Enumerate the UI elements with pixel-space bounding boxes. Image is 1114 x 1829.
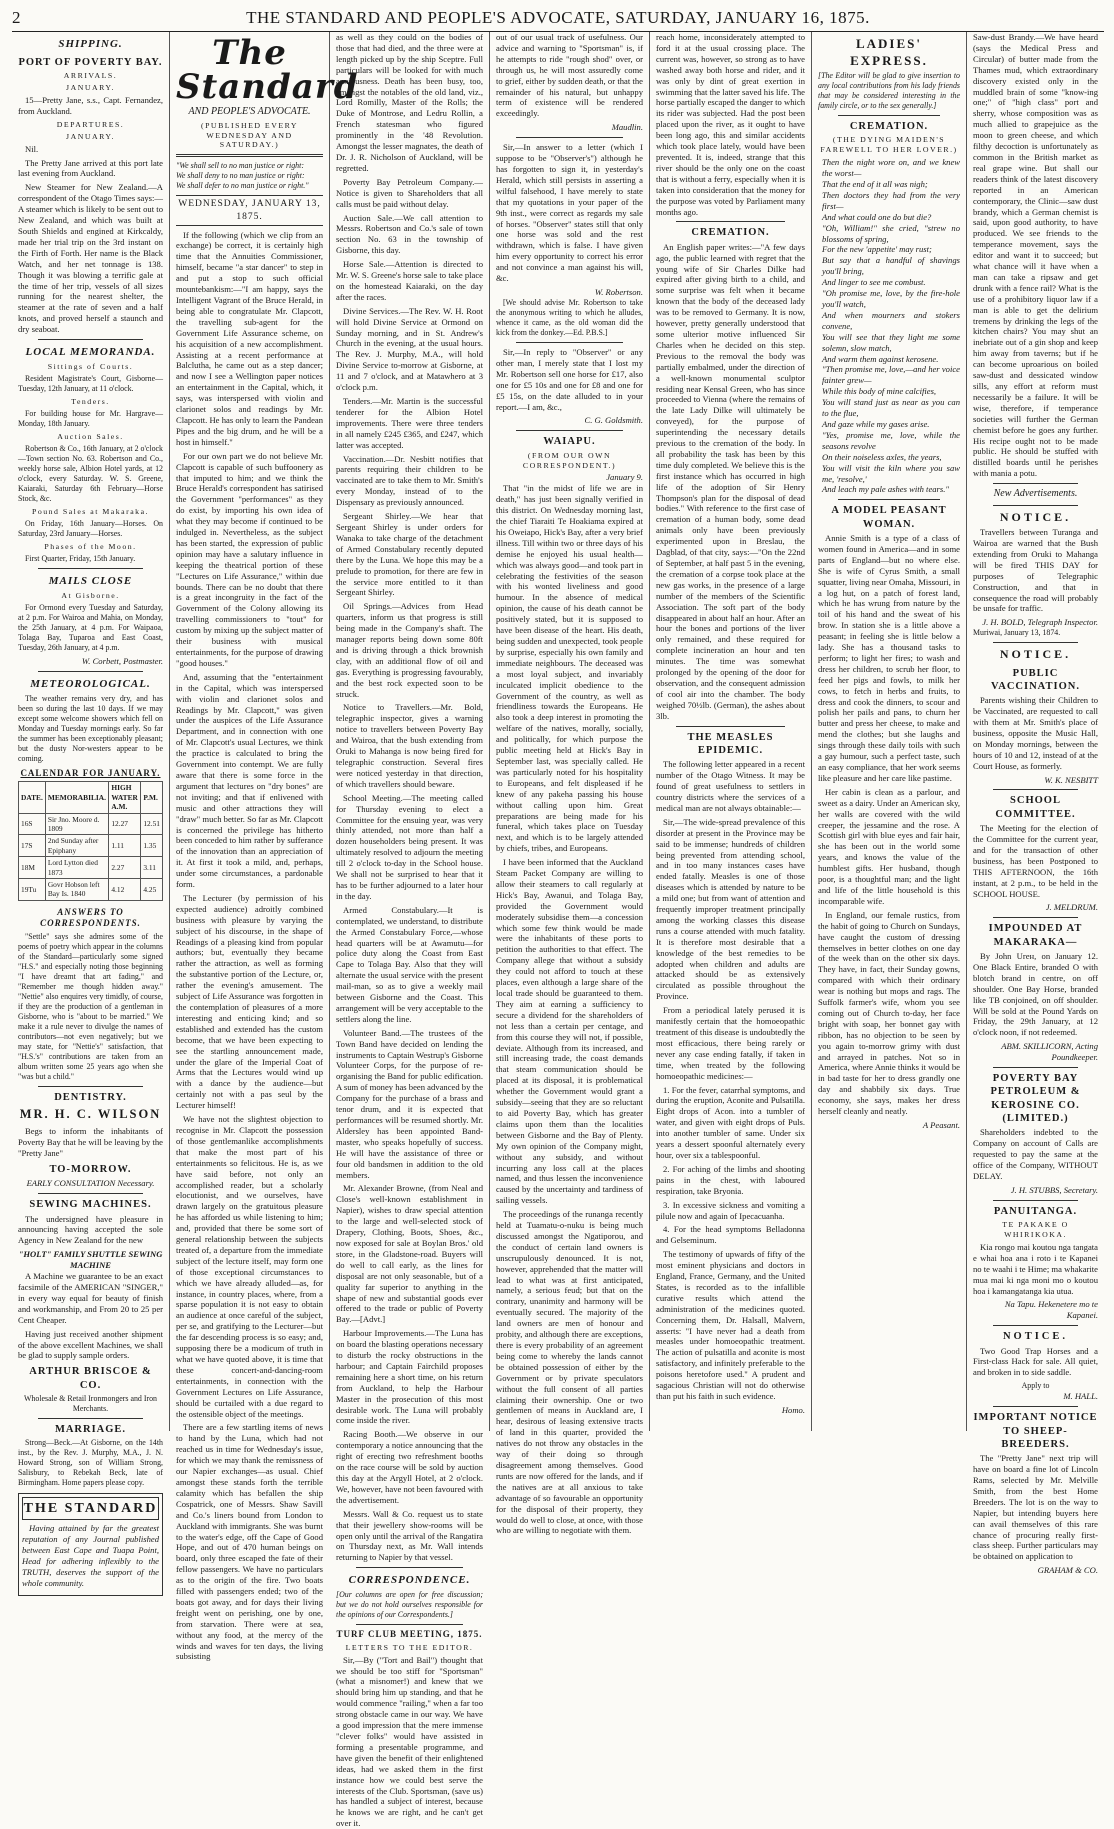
motto-line-2: We shall deny to no man justice or right: [176, 171, 305, 181]
mails-text: For Ormond every Tuesday and Saturday, at 2 p.m. For Wairoa and Mahia, on Monday, the 25th January, at 4 p.m. For Waipaoa, Tolaga Bay, Tuparoa and East Coast, Tuesday, 26th January, at 4 p.m. [18, 602, 163, 652]
mails-heading: MAILS CLOSE [48, 574, 133, 587]
poem-line: You will visit the kiln where you saw me, 'resolve,' [822, 462, 960, 484]
turf-club-heading: TURF CLUB MEETING, 1875. [336, 1629, 483, 1640]
waiapu-text: I have been informed that the Auckland Steam Packet Company are willing to allow their steamers to call regularly at Hick's Bay, Awanui, and Tolaga Bay, provided the Government would moderately subsidise them—a concession which some few think would be made were the inhabitants of these ports to petition the authorities to that effect. The Company allege that without a subsidy they could not afford to touch at these places, even although a large share of the local trade should be guaranteed to them. They aim at earning a sufficiency to secure a dividend for the shareholders of not less than a certain per centage, and from this course they will not, if possible, deviate. Although from its increased, and still increasing trade, the coast demands that steam communication should be placed at its disposal, it is problematical whether the Government would grant a subsidy—seeing that they are so reluctant to aid Poverty Bay, which has greater claims upon them than the localities between Gisborne and the Bay of Plenty. My own opinion of the Company might, without any subsidy, and without incurring any loss call at the places named, and thus lessen the inconvenience caused by the uncertainty and tardiness of sailing vessels. [496, 857, 643, 1206]
cremation-poem-heading: CREMATION. [849, 121, 929, 133]
column-2 [170, 32, 359, 1662]
news-paragraph: reach home, inconsiderately attempted to ford it at the usual crossing place. The current was, however, so strong as to have washed away both horse and rider, and it was only by dint of great exertion in swimming that the latter saved his life. The horse partially escaped the danger to which its rider was subjected. Had the post been placed upon the river, as it ought to have been long ago, this and similar accidents which took place lately, would have been prevented. It is, indeed, strange that this river should be the only one on the coast that is without a ferry, especially when it is taken into consideration that the money for the purpose was voted by Parliament many months ago. [656, 32, 805, 217]
measles-text: The testimony of upwards of fifty of the most eminent physicians and doctors in England, France, Germany, and the United States, is recorded as to the infallible curative results which attend the administration of the medicines quoted. Concerning them, Dr. Halsall, Malvern, asserts: "I have never had a death from measles under homoeopathic treatment. The action of pulsatilla and aconite is most satisfactory, and infinitely preferable to the poisons heretofore used." A prudent and sagacious Christian will not do otherwise than put his faith in such evidence. [656, 1249, 805, 1402]
correspondence-note: [Our columns are open for free discussion; but we do not hold ourselves responsible for the opinions of our Correspondents.] [336, 1590, 483, 1620]
turf-club-text: Sir,—By ("Tort and Bail") thought that we should be too stiff for "Sportsman" (what a misnomer!) and knew that we should bring him up standing, and that he would commence "railing," when a far too strong obstacle came in our way. We have a good impression that the mere immense "clever folks" would have assisted in forming a presentable programme, and have given the benefit of their enlightened ideas, had we asked them in the first instance how we could best serve the interests of the Club. Sportsman, (save us) has handled a subject of interest, because he knows we are right, and he can't get over it. [336, 1654, 483, 1829]
marriage-heading: MARRIAGE. [54, 1424, 127, 1436]
panuitanga-signature: Na Tapu. Hekenetere mo te Kapanei. [1004, 1299, 1098, 1321]
poem-line: Then the night wore on, and we knew the worst— [822, 157, 960, 179]
letter-signature: C. G. Goldsmith. [584, 415, 643, 426]
dentistry-heading: DENTISTRY. [54, 1092, 127, 1104]
letter-text: Sir,—In reply to "Observer" or any other man, I merely state that I lost my Mr. Robertson sell one horse for £17, also one for £5 10s and one for £8 and one for £5 15s, on the date alluded to in your report.—I am, &c., [496, 346, 643, 412]
moon-heading: Phases of the Moon. [44, 541, 137, 551]
poem-line: That the end of it all was nigh; [822, 179, 928, 190]
sheep-breeders-text: The "Pretty Jane" next trip will have on board a fine lot of Lincoln Rams, selected by Mr. Melville Smith, from the best Home Breeders. The lot is on the way to Napier, but intending buyers here can avail themselves of this rare chance of procuring really first-class sheep. Further particulars may be obtained on application to [973, 1453, 1098, 1562]
petroleum-text: Shareholders indebted to the Company on account of Calls are requested to pay the same at the office of the Company, WITHOUT DELAY. [973, 1127, 1098, 1181]
port-heading: PORT OF POVERTY BAY. [18, 56, 163, 68]
vaccination-signature: W. K. NESBITT [1044, 774, 1098, 785]
news-paragraph: School Meeting.—The meeting called for Thursday evening to elect a Committee for the ensuing year, was very thinly attended, not more than half a dozen householders being present. It was ultimately resolved to adjourn the meeting till 2 o'clock to-day in the School house. We shall not be surprised to hear that it has to be further adjourned to a later hour in the day. [336, 792, 483, 901]
sittings-text: Resident Magistrate's Court, Gisborne—Tuesday, 12th January, at 11 o'clock. [18, 373, 163, 393]
moon-text: First Quarter, Friday, 15th January. [25, 553, 136, 563]
panuitanga-sub: TE PAKAKE O WHIRIKOKA. [1002, 1220, 1069, 1239]
table-cell: 19Tu [19, 878, 46, 900]
school-committee-signature: J. MELDRUM. [1045, 902, 1098, 913]
sewing-heading: SEWING MACHINES. [29, 1199, 152, 1211]
poem-line: And warm them against kerosene. [822, 353, 939, 364]
sheep-breeders-heading: IMPORTANT NOTICE TO SHEEP-BREEDERS. [973, 1412, 1098, 1450]
briscoe-sub: Wholesale & Retail Ironmongers and Iron Merchants. [23, 1393, 157, 1413]
dentist-name: MR. H. C. WILSON [19, 1107, 162, 1122]
calendar-col-pm: P.M. [141, 782, 163, 813]
sittings-heading: Sittings of Courts. [47, 362, 134, 372]
table-cell: 1.35 [141, 835, 163, 857]
column-5 [650, 32, 812, 1431]
departures-text: Nil. [25, 143, 39, 154]
meteorological-heading: METEOROLOGICAL. [30, 677, 151, 690]
leader-paragraph: There are a few startling items of news to hand by the Luna, which had not reached us in time for Wednesday's issue, for which we may thank the remissness of our Napier exchanges—as usual. Chief amongst these stands forth the terrible calamity which has befallen the ship Cospatrick, one of Messrs. Shaw Savill and Co.'s liners bound from London to Auckland with immigrants. She was burnt to the water's edge, off the Cape of Good Hope, and out of 470 human beings on board, only three escaped the fate of their fellow passengers. We have no particulars as to the origin of the fire. Two boats filled with passengers ended; two of the boats got away, and for days their living freight went on perishing, one by one, from starvation. There were at sea, without any food, at the mercy of the winds and waves for ten days, the living subsisting [176, 1422, 323, 1662]
news-paragraph: Vaccination.—Dr. Nesbitt notifies that parents requiring their children to be vaccinated are to take them to Mr. Smith's every Monday, instead of to the Dispensary as previously announced. [336, 453, 483, 508]
leader-paragraph: For our own part we do not believe Mr. Clapcott is capable of such buffoonery as that imputed to him; and we think the Bruce Herald's correspondent has satirised the Government "performances" as they do exist, by importing his own idea of what they may become if continued to be indulged in. Nevertheless, as the subject has been started, the expression of public opinion may have a salutary influence in keeping the theatrical portion of these "Lectures on Life Assurance," within due bounds. There can be no doubt that there is a great incongruity in the fact of the Government of the Colony allowing its travelling commissioners to "tout" for custom by mixing up the subject matter of their business with musical entertainments, for the purpose of drawing "good houses." [176, 450, 323, 668]
answers-heading: ANSWERS TO CORRESPONDENTS. [40, 906, 141, 929]
table-cell: 2.27 [109, 857, 141, 879]
mails-signature: W. Corbett, Postmaster. [81, 655, 163, 666]
departures-heading: DEPARTURES. [56, 119, 125, 129]
panuitanga-text: Kia rongo mai koutou nga tangata e whai hoa ana i roto i te Kapanei no te waahi i te Hime; ma whakarite mua mai ki nga moni mo o koutou hoa i kamangatanga kia utua. [973, 1241, 1098, 1296]
notice-heading: NOTICE. [1002, 1331, 1069, 1343]
calendar-col-date: DATE. [19, 782, 46, 813]
local-memoranda-heading: LOCAL MEMORANDA. [25, 346, 156, 359]
model-woman-heading: A MODEL PEASANT WOMAN. [831, 505, 947, 530]
news-paragraph: Mr. Alexander Browne, (from Neal and Close's well-known establishment in Napier), wishes to draw special attention to the large and well-selected stock of Drapery, Clothing, Boots, Shoes, &c., now exposed for sale at Boylan Bros.' old store, in the Gladstone-road. Buyers will do well to call early, as the lines for disposal are not only seasonable, but of a quality far superior to anything in the shape of new and substantial goods ever offered to the trade or public of Poverty Bay.—[Advt.] [336, 1183, 483, 1325]
news-paragraph: Sergeant Shirley.—We hear that Sergeant Shirley is under orders for Wanaka to take charge of the detachment of Armed Constabulary recently deputed there by the Luna. We hope this may be a prelude to promotion, for there are few in the service more entitled to it than Sergeant Shirley. [336, 511, 483, 598]
waiapu-sub: (FROM OUR OWN CORRESPONDENT.) [522, 450, 617, 470]
table-cell: 18M [19, 857, 46, 879]
cremation-poem-sub: (THE DYING MAIDEN'S FAREWELL TO HER LOVER.) [820, 135, 958, 155]
cremation-heading: CREMATION. [691, 227, 770, 239]
letter-text: Sir,—In answer to a letter (which I suppose to be "Observer's") although he has forgotten to sign it, in yesterday's Herald, which still persists in asserting a wilful falsehood, I have merely to state that my quotations in your paper of the 9th inst., were correct as regards my sale of horses. "Observer" states still that only one horse was sold and the rest withdrawn, which is false. I have given him every opportunity to correct his error and not convince a man against his will, &c. [496, 142, 643, 284]
leader-paragraph: The Lecturer (by permission of his expected audience) adroitly combined business with pleasure by varying the subject of his discourse, in the shape of Readings of a pleasing kind from popular authors; but, eventually they became rather the attraction, as well as forming the substantive portion of the Lecture, or, rather the evening's amusement. The subject of Life Assurance was forgotten in the contemplation of pleasures of a more interesting and enticing kind; and so established and extended has the custom become, that we have been expecting to see the startling announcement made, under the glare of the Imperial Coat of Arms that the Lectures would wind up with a dance by the audience—but certainly not with a pas seul by the Lecturer himself! [176, 892, 323, 1111]
table-cell: Lord Lytton died 1873 [45, 857, 108, 879]
shipping-note: The Pretty Jane arrived at this port late last evening from Auckland. [18, 157, 163, 179]
notice-signature: J. H. BOLD, Telegraph Inspector. [982, 617, 1098, 628]
table-row [19, 835, 163, 857]
table-cell: 16S [19, 813, 46, 835]
sewing-text: The undersigned have pleasure in announcing having accepted the sole Agency in New Zealand for the new [18, 1213, 163, 1246]
motto-line-3: We shall defer to no man justice or right." [176, 181, 309, 191]
news-paragraph: Poverty Bay Petroleum Company.—Notice is given to Shareholders that all calls must be paid without delay. [336, 176, 483, 209]
letter-signature: Maudlin. [611, 122, 643, 133]
poem-line: And gaze while my gases arise. [822, 418, 930, 429]
briscoe-name: ARTHUR BRISCOE & CO. [29, 1366, 152, 1391]
petroleum-heading: POVERTY BAY PETROLEUM & KEROSINE CO. (LIMITED.) [990, 1073, 1081, 1125]
column-4 [490, 32, 650, 1536]
calendar-heading: CALENDAR FOR JANUARY. [20, 768, 161, 779]
dentist-text: Begs to inform the inhabitants of Poverty Bay that he will be leaving by the "Pretty Jane" [18, 1126, 163, 1159]
waiapu-text: That "in the midst of life we are in death," has just been signally verified in this district. On Wednesday morning last, the chief Tiaraiti Te Hoakiama expired at his Oweiapo, Hick's Bay, after a very brief illness. Till within two or three days of his demise he enjoyed his usual health—which was always good—and took part in celebrating the festivities of the season with his wonted liveliness and good humour. In the absence of medical opinion, the cause of his death cannot be positively stated, but it is supposed to have been disease of the heart. His death, being sudden and unexpected, took people by surprise, especially his own family and immediate neighbours. The deceased was a most loyal subject, and invariably inculcated implicit obedience to the Government of the country, as well as friendliness towards the Europeans. He also took a deep interest in promoting the welfare of the natives, morally, socially, and politically, for which purpose the public meeting held at Hick's Bay in September last, was specially called. He was particularly noted for his hospitality to Europeans, and felt displeased if he knew of any pakeha passing his house without calling upon him. Great preparations are being made for his funeral, which takes place on Tuesday next, and which is to be largely attended by chiefs, tribes, and Europeans. [496, 483, 643, 854]
vaccination-text: Parents wishing their Children to be Vaccinated, are requested to call with them at Mr. Smith's place of business, opposite the Music Hall, on Monday mornings, between the hours of 10 and 12, instead of at the Court House, as formerly. [973, 695, 1098, 771]
mails-at: At Gisborne. [61, 590, 120, 600]
correspondence-heading: CORRESPONDENCE. [348, 1574, 471, 1587]
poem-line: And linger to see me combust. [822, 277, 926, 288]
waiapu-date: January 9. [606, 472, 643, 483]
news-paragraph: Oil Springs.—Advices from Head quarters, inform us that progress is still being made in the Company's shaft. The manager reports being down some 80ft and is driving through a thick brownish clay, with an additional flow of oil and gas. Everything is progressing favourably, and the best rock expected soon to be struck. [336, 601, 483, 699]
measles-text: 2. For aching of the limbs and shooting pains in the chest, with laboured respiration, take Bryonia. [656, 1163, 805, 1196]
news-paragraph: Tenders.—Mr. Martin is the successful tenderer for the Albion Hotel improvements. There were three tenders in all namely £245 £365, and £247, which latter was accepted. [336, 396, 483, 450]
table-row [19, 878, 163, 900]
horses-notice-signature: M. HALL. [1063, 1391, 1098, 1402]
standard-advert-title: THE STANDARD [22, 1497, 159, 1521]
sheep-breeders-signature: GRAHAM & CO. [1037, 1565, 1098, 1576]
waiapu-heading: WAIAPU. [543, 436, 596, 448]
measles-text: From a periodical lately perused it is manifestly certain that the homoeopathic treatment of this disease is undoubtedly the most efficacious, there being rarely or never any case ending fatally, if taken in time, when treated by the following homoeopathic medicines:— [656, 1005, 805, 1081]
table-cell: Sir Jno. Moore d. 1809 [45, 813, 108, 835]
calendar-col-memo: MEMORABILIA. [45, 782, 108, 813]
table-row [19, 857, 163, 879]
published-note: (PUBLISHED EVERY WEDNESDAY AND SATURDAY.) [201, 120, 298, 150]
editor-note: [We should advise Mr. Robertson to take the anonymous writing to which he alludes, whence it came, as the old woman did the kick from the donkey.—Ed. P.B.S.] [496, 297, 643, 337]
column-3 [330, 32, 490, 1829]
notice-text: Travellers between Turanga and Wairoa are warned that the Bush extending from Oruki to Mahanga will be fired THIS DAY for purposes of Telegraphic Construction, and that in consequence the road will probably be unsafe for traffic. [973, 527, 1098, 614]
news-paragraph: Auction Sale.—We call attention to Messrs. Robertson and Co.'s sale of town section No. 63 in the township of Gisborne, this day. [336, 212, 483, 256]
arrival-entry: 15—Pretty Jane, s.s., Capt. Fernandez, from Auckland. [18, 95, 163, 116]
notice-date: Muriwai, January 13, 1874. [973, 628, 1061, 638]
new-steamer-text: New Steamer for New Zealand.—A correspondent of the Otago Times says:—A steamer which is likely to be sent out to New Zealand, and which was built at South Shields and engined at Kirkcaldy, made her trial trip on the 3rd instant on the Firth of Forth. Her name is the Black Watch, and her net tonnage is 138. Though it was blowing a terrific gale at the time of her trip, vessels of all sizes running for the nearest shelter, the steamer at the rate of seven and a half knots, and proved herself a staunch and dry seaboat. [18, 182, 163, 335]
poem [818, 157, 960, 495]
auction-text: Robertson & Co., 16th January, at 2 o'clock—Town section No. 63. Robertson and Co., weekly horse sale, Albion Hotel yards, at 12 o'clock, every Saturday. W. S. Greene, Kaiaraki, Saturday 6th February—Horse Stock, &c. [18, 443, 163, 503]
measles-text: Sir,—The wide-spread prevalence of this disorder at present in the Province may be said to be immense; hundreds of children being prevented from attending school, and in too many instances cases have ended fatally. Measles is one of those diseases which is attended by nature to be a mild one; but from want of attention and frequently improper treatment principally among the working classes this disease runs a course attended with much fatality. It is therefore most desirable that a knowledge of the best remedies to be adopted when children and adults are attacked should be as extensively circulated as possible throughout the Province. [656, 816, 805, 1002]
holt-title: "HOLT" FAMILY SHUTTLE SEWING MACHINE [18, 1249, 163, 1271]
column-6 [812, 32, 967, 1431]
paper-subtitle: AND PEOPLE'S ADVOCATE. [188, 106, 311, 117]
column-1 [12, 32, 170, 1588]
arrivals-month: JANUARY. [66, 83, 115, 93]
table-cell: 17S [19, 835, 46, 857]
page-number: 2 [12, 8, 21, 27]
poem-line: "Oh promise me, love, by the fire-hole you'll watch, [822, 288, 960, 310]
measles-text: 3. In excessive sickness and vomiting a pilule now and again of Ipecacuanha. [656, 1199, 805, 1221]
turf-club-sub: LETTERS TO THE EDITOR. [345, 1642, 474, 1652]
table-cell: 4.25 [141, 878, 163, 900]
impounded-signature: ABM. SKILLICORN, Acting Poundkeeper. [1001, 1041, 1098, 1063]
calendar-table [18, 781, 163, 900]
table-cell: 4.12 [109, 878, 141, 900]
impounded-text: By John Ureн, on January 12. One Black Entire, branded O with blotch brand in centre, on off shoulder. One Bay Horse, branded like TB conjoined, on off shoulder. Will be sold at the Pound Yards on Friday, the 29th January, at 12 o'clock noon, if not redeemed. [973, 950, 1098, 1038]
early-consultation: EARLY CONSULTATION Necessary. [26, 1178, 155, 1189]
school-committee-heading: SCHOOL COMMITTEE. [995, 795, 1076, 820]
arrivals-heading: ARRIVALS. [63, 71, 118, 81]
ladies-note: [The Editor will be glad to give insertion to any local contributions from his lady friends that may be considered interesting in the family circle, or to the sex generally.] [818, 71, 960, 111]
poem-line: While this body of mine calcifies, [822, 386, 937, 397]
news-paragraph: Harbour Improvements.—The Luna has on board the blasting operations necessary to disturb the rocky obstructions in the harbour; and Captain Fairchild proposes remaining here a short time, on his return from Auckland, to help the Harbour Master in the prosecution of this most desirable work. The Luna will probably come inside the river. [336, 1328, 483, 1426]
ladies-express-heading: LADIES' EXPRESS. [850, 36, 928, 68]
news-paragraph: Horse Sale.—Attention is directed to Mr. W. S. Greene's horse sale to take place on the homestead Kaiaraki, on the day after the races. [336, 259, 483, 302]
poem-line: You will see that they light me some solemn, slow match, [822, 331, 960, 353]
poem-line: And leach my pale ashes with tears." [822, 484, 950, 495]
leader-paragraph: We have not the slightest objection to recognise in Mr. Clapcott the possession of those gentlemanlike accomplishments that make the most part of his entertainments so felicitous. He is, as we have said before, not only an accomplished reader, but a scholarly elocutionist, and we ourselves, have drawn largely on the gratuitous pleasure he has afforded us while listening to him; and, provided that there be some sort of general relationship between the subjects treated of, a departure from the immediate subject of the lecture itself, may form one of those exceptional circumstances to which we have already alluded—as, for instance, in country places, where, from a sparse population it is not easy to obtain an audience at once careful of the subject, per se, and gratifying to the Lecturer—but the far descending process is so easy; and, supposing there be a modicum of truth in what we have quoted above, it is time that these concert-and-dancing-room entertainments, in connection with the Government Lectures on Life Assurance, should be curtailed with a due regard to the ostensible object of the meetings. [176, 1114, 323, 1419]
measles-text: 1. For the fever, catarrhal symptoms, and during the eruption, Aconite and Pulsatilla. Eight drops of Acon. into a tumbler of water, and given with eight drops of Puls. into another tumbler of same. Under six years a dessert spoonful alternately every hour, over six a tablespoonful. [656, 1084, 805, 1160]
brandy-text: Saw-dust Brandy.—We have heard (says the Medical Press and Circular) of butter made from the Thames mud, which extraordinary discovery existed only in the muddled brain of some "know-ing one;" of "high class" port and sherry, whose composition was as much allied to grapejuice as the moon to green cheese, and which filthy decoction is unfortunately as common in the British market as real grape wine. But shall our readers think of the latest discovery reported in an American contemporary, the Clinic—saw dust brandy, which a German chemist is said, upon good authority, to have produced. We see friends to the temperance movement, says the editor and want it to succeed; but what chance will it have when a man can take a ripsaw and get drunk with a fence rail? What is the use of a prohibitory liquor law if a man is able to get the delirium tremens by drinking the legs of the kitchen chairs? You may shut an inebriate out of a gin shop and keep him away from taverns; but if he can become uproarious on boiled saw-dust and dessicated window sills, any effort at reform must necessarily be a failure. It will be wise, therefore, if temperance societies will further the German chemist before he goes any further. His recipe ought not to be made public. He should be stuffed with distilled boards until he perishes with mania a potu. [973, 32, 1098, 479]
poem-line: For the new 'appetite' may rust; [822, 244, 932, 255]
pound-heading: Pound Sales at Makaraka. [32, 507, 149, 517]
table-row [19, 813, 163, 835]
model-woman-text: Annie Smith is a type of a class of women found in America—and in some parts of England—but no where else. She is wife of Cyrus Smith, a small squatter, living near Omaha, Missouri, in a log hut, on a patch of forest land, which he has wrung from nature by the toil of his hand and the sweat of his brow. In station she is a little above a peasant; in feeling she is little below a lady. She has a thousand tasks to perform; to light her fires; to wash and dress her children, to scrub her floor, to feed her pigs and fowls, to milk her cows, to fetch in herbs and fruits, to dress and cook the dinners, to scour and polish her pails and pans, to churn her butter and press her cheese, to make and mend the clothes; but she laughs and sings through these daily toils with such a gay humour, such a perfect taste, such an easy compliance, that her work seems like pleasure and her care like pastime. [818, 532, 960, 783]
news-paragraph: Racing Booth.—We observe in our contemporary a notice announcing that the right of erecting two refreshment booths on the race course will be sold by auction this day at the Argyll Hotel, at 2 o'clock. We, however, have not been favoured with the advertisement. [336, 1429, 483, 1505]
poem-line: And what could one do but die? [822, 211, 932, 222]
motto-line-1: "We shall sell to no man justice or right: [176, 161, 304, 171]
vaccination-heading: PUBLIC VACCINATION. [991, 667, 1080, 692]
departures-month: JANUARY. [66, 131, 115, 141]
table-cell: 1.11 [109, 835, 141, 857]
model-woman-signature: A Peasant. [922, 1120, 960, 1131]
leader-paragraph: If the following (which we clip from an exchange) be correct, it is certainly high time that the Annuities Commissioner, himself, became "a star dancer" to step in and put a stop to such official mountebankism:—"I am happy, says the Intelligent Vagrant of the Bruce Herald, in being able to congratulate Mr. Clapcott, the travelling sub-agent for the Government Life Assurance scheme, on his acquisition of a new accomplishment. Assisting at a recent performance at Balclutha, he came out as a step dancer; and now I see a Wellington paper notices an entertainment in the Capital, which, it says, was interspersed with violin and clarionet solos and readings by Mr. Clapcott. He has only to learn the Pandean Pipes and the big drum, and he will be a host in himself." [176, 229, 323, 447]
measles-heading: THE MEASLES EPIDEMIC. [687, 731, 774, 756]
poem-line: And when mourners and stokers convene, [822, 309, 960, 331]
table-cell: 3.11 [141, 857, 163, 879]
poem-line: Then doctors they had from the very first— [822, 189, 960, 211]
horses-notice-apply: Apply to [1021, 1381, 1050, 1391]
tomorrow-label: TO-MORROW. [49, 1163, 132, 1175]
meteorological-text: The weather remains very dry, and has been so during the last 10 days. If we may except some welcome showers which fell on Monday and Tuesday mornings early. So far the summer has been exceptionably pleasant; but the dusty Nor-westers appear to be coming. [18, 693, 163, 763]
sewing-text-2: A Machine we guarantee to be an exact facsimile of the AMERICAN "SINGER," in every way equal for beauty of finish and workmanship, and From 20 to 25 per Cent Cheaper. [18, 1271, 163, 1325]
notice-heading: NOTICE. [999, 647, 1072, 662]
poem-line: "Then promise me, love,—and her voice fainter grew— [822, 364, 960, 386]
poem-line: You will stand just as near as you can to the flue, [822, 397, 960, 419]
petroleum-signature: J. H. STUBBS, Secretary. [1010, 1184, 1098, 1195]
school-committee-text: The Meeting for the election of the Committee for the current year, and for the transaction of other business, has been Postponed to THIS AFTERNOON, the 16th instant, at 2 p.m., to be held in the SCHOOL HOUSE. [973, 823, 1098, 899]
leader-paragraph: And, assuming that the "entertainment in the Capital, which was interspersed with violin and clarionet solos and Readings by Mr. Clapcott," was given under the auspices of the Life Assurance Department, and in connection with one of Mr. Clapcott's usual Lectures, we think the practice is calculated to bring the Government into contempt. We are fully aware that there is some force in the argument that lectures on "dry bones" are not inviting; and that if enlivened with music and other attractions they will "draw" much better. So far as Mr. Clapcott is concerned the privilege has hitherto been conceded to him rather by sufferance of the innovation than an appreciation of it. At first it took a mild, and, perhaps, under some circumstances, a pardonable form. [176, 671, 323, 890]
news-paragraph: Notice to Travellers.—Mr. Bold, telegraphic inspector, gives a warning notice to travellers between Poverty Bay and Wairoa, that the bush extending from Oruki to Mahanga is now being fired for telegraphic construction. Several fires were noticed yesterday in that direction, of which travellers should beware. [336, 702, 483, 789]
news-paragraph: Volunteer Band.—The trustees of the Town Band have decided on lending the instruments to Captain Westrup's Gisborne Volunteer Corps, for the purpose of re-organising the Band for public edification. A sum of money has been advanced by the Company for the purchase of a brass and tenor drum, and it is expected that performances will be resumed shortly. Mr. Aldersley has been appointed Band-master, who speaks hopefully of success. He will have the assistance of three or four old bandsmen in addition to the old members. [336, 1027, 484, 1180]
standard-advert [18, 1493, 163, 1596]
calendar-col-am: HIGH WATER A.M. [109, 782, 141, 813]
impounded-heading: IMPOUNDED AT MAKARAKA— [988, 923, 1083, 948]
table-cell: 2nd Sunday after Epiphany [45, 835, 108, 857]
columns [12, 32, 1104, 1829]
news-paragraph: Armed Constabulary.—It is contemplated, we understand, to distribute the Armed Constabulary Force,—whose head quarters will be at Awamutu—for police duty along the Coast from East Cape to Tolaga Bay. Also that they will alternate the usual service with the present mail-man, so as to give a weekly mail between Gisborne and the Coast. This arrangement will be very acceptable to the settlers along the line. [336, 904, 483, 1024]
table-cell: 12.27 [109, 813, 141, 835]
news-paragraph: as well as they could on the bodies of those that had died, and the three were at length picked up by the ship Sceptre. Full particulars will be looked for with much anxiousness. Death has been busy, too, amongst the notables of the old land, viz., Lord Romilly, Master of the Rolls; the Duke of Montrose, and Ledru Rollin, a French statesman who figured prominently in the '48 Revolution. Amongst the lesser magnates, the death of Dr. J. R. Nicholson of Auckland, will be regretted. [336, 32, 483, 173]
poem-line: "Yes, promise me, love, while the seasons revolve [822, 429, 960, 451]
news-paragraph: Divine Services.—The Rev. W. H. Root will hold Divine Service at Ormond on Sunday morning, and in St. Andrew's Church in the evening, at the usual hours. The Rev. J. Murphy, M.A., will hold Divine Service to-morrow at Gisborne, at 11 and 7 o'clock, and at Matawhero at 3 o'clock p.m. [336, 305, 483, 393]
poem-line: On their noiseless axles, the years, [822, 451, 942, 462]
model-woman-text: In England, our female rustics, from the habit of going to Church on Sundays, have caught the custom of dressing themselves in better clothes on one day of the week than on the other six days. They have, in fact, their Sunday gowns, compared with which their ordinary wear is nothing but mops and rags. The Suffolk farmer's wife, whom you see coming out of Church to-day, her face bright with soap, her bonnet gay with ribbon, has no objection to be seen by you again to-morrow grimy with dust and arrayed in patches. Not so in America, where Annie thinks it would be in bad taste for her to dress grandly one day and shabbily six days. True economy, she says, makes her dress herself cleanly and neatly. [818, 909, 960, 1117]
letter-signature: W. Robertson. [594, 286, 643, 297]
new-advertisements-label: New Advertisements. [993, 488, 1078, 500]
waiapu-text: The proceedings of the runanga recently held at Tuamatu-o-nuku is being much discussed amongst the Ngatiporou, and the conduct of certain land owners is unscrupulously denounced. It is not, however, apprehended that the matter will lead to what was at first anticipated, namely, a serious feud; but that on the contrary, unanimity and harmony will be eventually secured. The majority of the land owners are men of honour and probity, and although there are exceptions, there is every probability of an agreement being come to whereby the lands cannot be obtained possession of either by the Government or by private speculators without the full consent of all parties claiming their ownership. One or two gentlemen of means in Auckland are, I hear, desirous of leasing extensive tracts of land in this quarter, provided the natives do not throw any obstacles in the way of their doing so through disagreement among themselves. Good runts are now offered for the lands, and if the natives are at all anxious to take advantage of so favourable an opportunity for the disposal of their property, they would do well to close, at once, with those who are willing to negotiate with them. [496, 1209, 643, 1536]
masthead-title: THE STANDARD AND PEOPLE'S ADVOCATE, SATURDAY, JANUARY 16, 1875. [246, 8, 870, 27]
cremation-text: An English paper writes:—"A few days ago, the public learned with regret that the young wife of Sir Charles Dilke had expired after giving birth to a child, and some surprise was felt when it became known that the body of the deceased lady was to be removed to Germany. It is now, however, pretty generally understood that some ulterior motive influenced Sir Charles when he decided on this step. Previous to the removal the body was partially embalmed, under the direction of a well-known monumental sculptor residing near Kensal Green, who has since proceeded to Vienna (where the remains of the late Lady Dilke will ultimately be conveyed), for the purpose of superintending the necessary details previous to the cremation of the body. In all probability the task has been by this time duly completed. We believe this is the first instance which has occurred in high life of the adoption of Sir Henry Thompson's plan for the disposal of dead bodies." With reference to the first case of cremation of a human body, some dead animals only have been previously experimented upon in Breslau, the Dagblad, of that city, says:—"On the 22nd of September, at half past 5 in the evening, the cremation of a corpse took place at the new gas works, in the presence of a large number of the members of the Scientific Association. The soft part of the body disappeared in about half an hour. After an hour the bones and portions of the liver only remained, and these required for complete incineration an hour and ten minutes. The time was somewhat prolonged by the opening of the door for observation, and the consequent admission of cool air into the chamber. The body weighed 70½lb. (German), the ashes about 3lb. [656, 241, 805, 721]
notice-heading: NOTICE. [999, 509, 1072, 524]
column-7 [967, 32, 1104, 1576]
table-cell: 12.51 [141, 813, 163, 835]
panuitanga-heading: PANUITANGA. [993, 1205, 1078, 1217]
auction-heading: Auction Sales. [57, 431, 124, 441]
table-cell: Govr Hobson left Bay Is. 1840 [45, 878, 108, 900]
masthead [12, 8, 1104, 32]
tenders-heading: Tenders. [71, 397, 110, 406]
poem-line: But say that a handful of shavings you'll bring, [822, 255, 960, 277]
poem-line: "Oh, William!" she cried, "strew no blossoms of spring, [822, 222, 960, 244]
horses-notice-text: Two Good Trap Horses and a First-class Hack for sale. All quiet, and broken in to side saddle. [973, 1345, 1098, 1378]
letter-text: out of our usual track of usefulness. Our advice and warning to "Sportsman" is, if he attempts to ride "rough shod" over, or through us, he will most assuredly come to grief, either by sudden death, or that the remainder of his natural, but unhappy term of existence will be rendered exceedingly. [496, 32, 643, 119]
measles-signature: Homo. [781, 1404, 805, 1415]
model-woman-text: Her cabin is clean as a parlour, and sweet as a dairy. Under an American sky, her walls are covered with the wild creeper, the jessamine and the rose. A Scottish girl with blue eyes and fair hair, she has been out in the world some years, and knows the value of the humblest gifts. Her husband, though poor, is a thoughtful man; and the light and life of the little household is this incomparable wife. [818, 786, 960, 906]
measles-text: The following letter appeared in a recent number of the Otago Witness. It may be found of great usefulness to settlers in country districts where the services of a medical man are not always obtainable:— [656, 759, 805, 813]
standard-advert-text: Having attained by far the greatest reputation of any Journal published between East Cape and Tuapa Point, Head for adhering inflexibly to the TRUTH, deserves the support of the whole community. [22, 1523, 159, 1588]
marriage-text: Strong—Beck.—At Gisborne, on the 14th inst., by the Rev. J. Murphy, M.A., J. N. Howard Strong, son of William Strong, Salisbury, to Rebekah Beck, late of Birmingham. Home papers please copy. [18, 1438, 163, 1488]
news-paragraph: Messrs. Wall & Co. request us to state that their jewellery show-rooms will be open only until the arrival of the Rangatira on Thursday next, as Mr. Wall intends returning to Napier by that vessel. [336, 1508, 483, 1563]
measles-text: 4. For the head symptoms Belladonna and Gelseminum. [656, 1224, 805, 1246]
sewing-text-3: Having just received another shipment of the above excellent Machines, we shall be glad to supply sample orders. [18, 1328, 163, 1361]
tenders-text: For building house for Mr. Hargrave—Monday, 18th January. [18, 408, 163, 428]
shipping-heading: SHIPPING. [58, 38, 123, 50]
paper-nameplate: The Standard [176, 33, 359, 107]
pound-text: On Friday, 16th January—Horses. On Saturday, 23rd January—Horses. [18, 518, 163, 538]
editorial-dateline: WEDNESDAY, JANUARY 13, 1875. [176, 195, 323, 225]
answers-text: "Settle" says she admires some of the poems of poetry which appear in the columns of the Standard—particularly some signed "H.S." and especially noting those beginning "I have dreamt that art fading," and "Remember me though hidden away." "Nettie" also enquires very timidly, of course, if they are the production of a gentleman in Gisborne, who is "about to be married." We make it a rule never to divulge the names of contributors—not even negatively; but we may state, for "Nettie's" satisfaction, that "H.S.'s" contributions are taken from an album written some 25 years ago when she "was but a child." [18, 931, 163, 1082]
